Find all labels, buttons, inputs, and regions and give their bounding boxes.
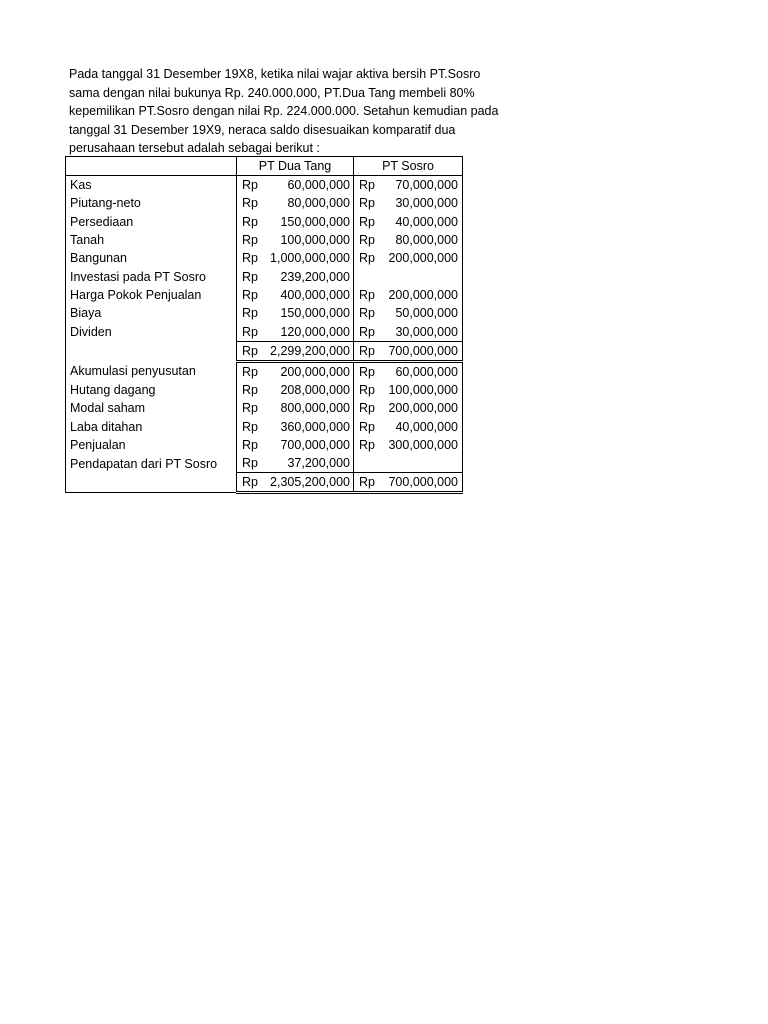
table-row — [66, 436, 463, 454]
currency-dua-tang: Rp — [242, 251, 258, 266]
currency-dua-tang: Rp — [242, 383, 258, 398]
header-blank-cell — [66, 157, 237, 176]
amount-sosro: 100,000,000 — [384, 381, 463, 399]
row-label: Dividen — [66, 322, 237, 341]
row-label: Harga Pokok Penjualan — [66, 286, 237, 304]
row-label: Piutang-neto — [66, 194, 237, 212]
table-row — [66, 267, 463, 285]
currency-sosro: Rp — [359, 287, 375, 302]
currency-sosro: Rp — [359, 438, 375, 452]
total-dua-tang: 2,305,200,000 — [267, 473, 354, 493]
row-label: Laba ditahan — [66, 418, 237, 436]
intro-paragraph — [69, 65, 529, 158]
amount-dua-tang: 120,000,000 — [267, 322, 354, 341]
row-label: Pendapatan dari PT Sosro — [66, 454, 237, 473]
table-header-row — [66, 157, 463, 176]
amount-sosro: 200,000,000 — [384, 399, 463, 417]
table-row — [66, 454, 463, 473]
currency-dua-tang: Rp — [242, 178, 258, 193]
table-row — [66, 399, 463, 417]
currency-dua-tang: Rp — [242, 401, 258, 416]
amount-dua-tang: 150,000,000 — [267, 213, 354, 231]
amount-sosro: 30,000,000 — [384, 194, 463, 212]
table-row — [66, 249, 463, 267]
amount-sosro: 50,000,000 — [384, 304, 463, 322]
amount-dua-tang: 100,000,000 — [267, 231, 354, 249]
amount-dua-tang: 1,000,000,000 — [267, 249, 354, 267]
table-row — [66, 381, 463, 399]
row-label: Kas — [66, 176, 237, 195]
currency-sosro: Rp — [359, 251, 375, 266]
table-row — [66, 231, 463, 249]
currency-dua-tang: Rp — [242, 287, 258, 302]
currency-dua-tang: Rp — [242, 233, 258, 248]
amount-sosro: 30,000,000 — [384, 322, 463, 341]
currency-dua-tang: Rp — [237, 473, 267, 493]
table-row — [66, 176, 463, 195]
amount-sosro: 200,000,000 — [384, 249, 463, 267]
amount-sosro — [384, 454, 463, 473]
currency-sosro: Rp — [359, 306, 375, 321]
currency-sosro: Rp — [359, 324, 375, 339]
total-label-blank — [66, 473, 237, 493]
amount-dua-tang: 150,000,000 — [267, 304, 354, 322]
currency-dua-tang: Rp — [237, 341, 267, 361]
row-label: Investasi pada PT Sosro — [66, 267, 237, 285]
currency-sosro: Rp — [354, 341, 384, 361]
currency-dua-tang: Rp — [242, 324, 258, 339]
amount-sosro: 200,000,000 — [384, 286, 463, 304]
row-label: Biaya — [66, 304, 237, 322]
table-row — [66, 418, 463, 436]
intro-line: tanggal 31 Desember 19X9, neraca saldo disesuaikan komparatif dua — [69, 122, 456, 137]
currency-dua-tang: Rp — [242, 306, 258, 321]
table-row — [66, 304, 463, 322]
currency-sosro: Rp — [359, 196, 375, 211]
total-sosro: 700,000,000 — [384, 473, 463, 493]
amount-dua-tang: 37,200,000 — [267, 454, 354, 473]
currency-dua-tang: Rp — [242, 419, 258, 434]
currency-sosro: Rp — [359, 178, 375, 193]
currency-dua-tang: Rp — [242, 456, 258, 471]
intro-line: kepemilikan PT.Sosro dengan nilai Rp. 224.000.000. Setahun kemudian pada — [69, 104, 499, 118]
currency-sosro — [354, 454, 384, 473]
total-row — [66, 473, 463, 493]
total-label-blank — [66, 341, 237, 361]
header-pt-sosro: PT Sosro — [354, 157, 463, 176]
currency-sosro: Rp — [359, 233, 375, 248]
row-label: Persediaan — [66, 213, 237, 231]
amount-dua-tang: 200,000,000 — [267, 361, 354, 381]
total-sosro: 700,000,000 — [384, 341, 463, 361]
row-label: Hutang dagang — [66, 381, 237, 399]
amount-dua-tang: 60,000,000 — [267, 176, 354, 195]
amount-dua-tang: 208,000,000 — [267, 381, 354, 399]
row-label: Akumulasi penyusutan — [66, 361, 237, 381]
amount-sosro — [384, 267, 463, 285]
currency-sosro: Rp — [359, 214, 375, 229]
amount-dua-tang: 400,000,000 — [267, 286, 354, 304]
currency-dua-tang: Rp — [242, 269, 258, 284]
amount-dua-tang: 80,000,000 — [267, 194, 354, 212]
table-row — [66, 286, 463, 304]
currency-sosro: Rp — [359, 383, 375, 398]
amount-sosro: 80,000,000 — [384, 231, 463, 249]
table-row — [66, 213, 463, 231]
amount-sosro: 40,000,000 — [384, 418, 463, 436]
total-dua-tang: 2,299,200,000 — [267, 341, 354, 361]
currency-dua-tang: Rp — [242, 364, 258, 379]
trial-balance-table — [65, 156, 463, 494]
amount-sosro: 70,000,000 — [384, 176, 463, 195]
total-row — [66, 341, 463, 361]
currency-sosro: Rp — [359, 419, 375, 434]
currency-sosro: Rp — [354, 473, 384, 493]
table-row — [66, 194, 463, 212]
amount-dua-tang: 800,000,000 — [267, 399, 354, 417]
table-row — [66, 361, 463, 381]
currency-sosro: Rp — [359, 401, 375, 416]
intro-line: perusahaan tersebut adalah sebagai berikut : — [69, 141, 320, 155]
amount-sosro: 40,000,000 — [384, 213, 463, 231]
currency-dua-tang: Rp — [242, 438, 258, 452]
intro-line: Pada tanggal 31 Desember 19X8, ketika nilai wajar aktiva bersih PT.Sosro — [69, 67, 481, 81]
amount-sosro: 60,000,000 — [384, 361, 463, 381]
amount-dua-tang: 239,200,000 — [267, 267, 354, 285]
intro-line: sama dengan nilai bukunya Rp. 240.000.000, PT.Dua Tang membeli 80% — [69, 85, 475, 100]
currency-dua-tang: Rp — [242, 214, 258, 229]
currency-dua-tang: Rp — [242, 196, 258, 211]
table-row — [66, 322, 463, 341]
row-label: Modal saham — [66, 399, 237, 417]
amount-sosro: 300,000,000 — [384, 436, 463, 454]
row-label: Bangunan — [66, 249, 237, 267]
currency-sosro — [354, 267, 384, 285]
header-pt-dua-tang: PT Dua Tang — [237, 157, 354, 176]
currency-sosro: Rp — [359, 364, 375, 379]
amount-dua-tang: 700,000,000 — [267, 436, 354, 454]
row-label: Penjualan — [66, 436, 237, 454]
amount-dua-tang: 360,000,000 — [267, 418, 354, 436]
row-label: Tanah — [66, 231, 237, 249]
